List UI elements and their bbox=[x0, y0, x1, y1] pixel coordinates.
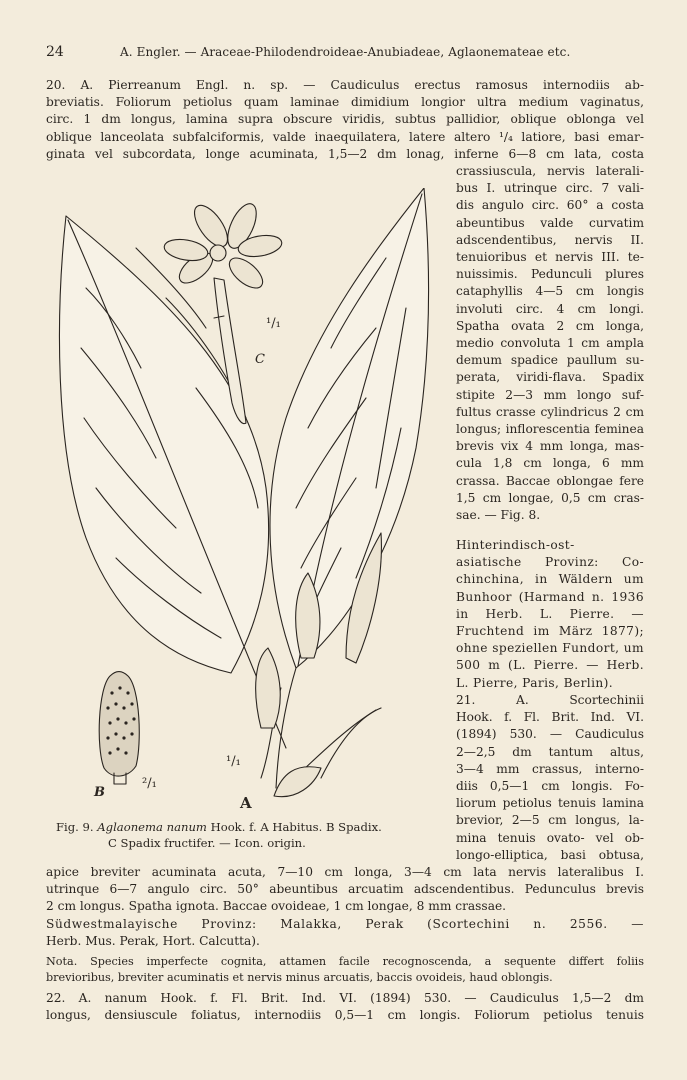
text-line: 2 cm longus. Spatha ignota. Baccae ovoideae, 1 cm longae, 8 mm crassae. bbox=[46, 899, 507, 914]
text-line: ginata vel subcordata, longe acuminata, 1,5—2 dm lonag, inferne 6—8 cm lata, costa bbox=[46, 146, 644, 161]
figure-label-c: C bbox=[255, 352, 265, 367]
text-line: dis angulo circ. 60° a costa bbox=[456, 198, 644, 213]
text-line: medio convoluta 1 cm ampla bbox=[456, 336, 644, 351]
species-20-intro bbox=[46, 77, 644, 163]
running-head: A. Engler. — Araceae-Philodendroideae-Anubiadeae, Aglaonemateae etc. bbox=[120, 45, 571, 59]
text-line: longus; inflorescentia feminea bbox=[456, 422, 644, 437]
text-line: longus, densiuscule foliatus, internodiis 0,5—1 cm longis. Foliorum petiolus tenuis bbox=[46, 1008, 644, 1023]
figure-label-b: B bbox=[94, 785, 105, 800]
text-line: Bunhoor (Harmand n. 1936 bbox=[456, 589, 644, 604]
species-21-note bbox=[46, 954, 644, 986]
caption-line-1 bbox=[56, 819, 450, 835]
text-line: breviatis. Foliorum petiolus quam laminae dimidium longior ultra medium vaginatus, bbox=[46, 95, 644, 110]
text-line: adscendentibus, nervis II. bbox=[456, 232, 644, 247]
text-line: apice breviter acuminata acuta, 7—10 cm longa, 3—4 cm lata nervis lateralibus I. bbox=[46, 865, 644, 879]
text-line: stipite 2—3 mm longo suf- bbox=[456, 387, 644, 402]
text-line: involuti circ. 4 cm longi. bbox=[456, 301, 644, 316]
text-line: 20. A. Pierreanum Engl. n. sp. — Caudiculus erectus ramosus internodiis ab- bbox=[46, 78, 644, 92]
page-number: 24 bbox=[46, 44, 64, 60]
species-21-description bbox=[456, 692, 644, 864]
text-line: brevis vix 4 mm longa, mas- bbox=[456, 439, 644, 454]
text-line: crassa. Baccae oblongae fere bbox=[456, 473, 644, 488]
text-line: tenuioribus et nervis III. te- bbox=[456, 250, 644, 265]
text-line: 22. A. nanum Hook. f. Fl. Brit. Ind. VI. (1894) 530. — Caudiculus 1,5—2 dm bbox=[46, 991, 644, 1005]
text-line: ohne speziellen Fundort, um bbox=[456, 641, 644, 656]
text-line: crassiuscula, nervis laterali- bbox=[456, 164, 644, 178]
text-line: brevior, 2—5 cm longus, la- bbox=[456, 813, 644, 828]
text-line: in Herb. L. Pierre. — bbox=[456, 606, 644, 621]
text-line: Südwestmalayische Provinz: Malakka, Perak (Scortechini n. 2556. — bbox=[46, 916, 644, 931]
text-line: circ. 1 dm longus, lamina supra obscure viridis, subtus pallidior, oblique oblonga vel bbox=[46, 112, 644, 127]
aglaonema-illustration bbox=[46, 188, 450, 820]
figure-scale-a: ¹/₁ bbox=[226, 754, 241, 769]
figure-label-a: A bbox=[240, 794, 252, 812]
text-line: (1894) 530. — Caudiculus bbox=[456, 727, 644, 742]
figure-scale-c: ¹/₁ bbox=[266, 316, 281, 331]
text-line: 500 m (L. Pierre. — Herb. bbox=[456, 658, 644, 673]
text-line: 2—2,5 dm tantum altus, bbox=[456, 744, 644, 759]
text-line: oblique lanceolata subfalciformis, valde inaequilatera, latere altero ¹/₄ latiore, basi emar- bbox=[46, 129, 644, 144]
text-line: fultus crasse cylindricus 2 cm bbox=[456, 404, 644, 419]
figure-scale-b: ²/₁ bbox=[142, 776, 157, 791]
figure-9 bbox=[46, 188, 450, 820]
caption-details: Hook. f. A Habitus. B Spadix. bbox=[210, 820, 382, 834]
text-line: cataphyllis 4—5 cm longis bbox=[456, 284, 644, 299]
text-line: Spatha ovata 2 cm longa, bbox=[456, 318, 644, 333]
text-line: utrinque 6—7 angulo circ. 50° abeuntibus arcuatim adscendentibus. Pedunculus brevis bbox=[46, 882, 644, 897]
text-line: Hook. f. Fl. Brit. Ind. VI. bbox=[456, 710, 644, 725]
text-line: Nota. Species imperfecte cognita, attamen facile recognoscenda, a sequente differt foliis bbox=[46, 955, 644, 968]
caption-species-name: Aglaonema nanum bbox=[97, 820, 207, 834]
text-line: 1,5 cm longae, 0,5 cm cras- bbox=[456, 490, 644, 505]
text-line: liorum petiolus tenuis lamina bbox=[456, 796, 644, 811]
text-line: abeuntibus valde curvatim bbox=[456, 215, 644, 230]
species-22-intro bbox=[46, 990, 644, 1024]
text-line: bus I. utrinque circ. 7 vali- bbox=[456, 181, 644, 196]
species-21-continuation bbox=[46, 864, 644, 950]
text-line: Fruchtend im März 1877); bbox=[456, 624, 644, 639]
text-line: demum spadice paullum su- bbox=[456, 353, 644, 368]
text-line: asiatische Provinz: Co- bbox=[456, 555, 644, 570]
text-line: L. Pierre, Paris, Berlin). bbox=[456, 675, 614, 690]
text-line: 21. A. Scortechinii bbox=[456, 693, 644, 707]
text-line: diis 0,5—1 cm longis. Fo- bbox=[456, 779, 644, 794]
text-line: Hinterindisch-ost- bbox=[456, 538, 575, 552]
text-line: brevioribus, breviter acuminatis et nervis minus arcuatis, baccis ovoideis, haud oblongis. bbox=[46, 971, 553, 984]
text-line: cula 1,8 cm longa, 6 mm bbox=[456, 456, 644, 471]
text-line: perata, viridi-flava. Spadix bbox=[456, 370, 644, 385]
text-line: mina tenuis ovato- vel ob- bbox=[456, 830, 644, 845]
figure-caption bbox=[56, 819, 450, 851]
text-line: Herb. Mus. Perak, Hort. Calcutta). bbox=[46, 933, 260, 948]
caption-fig-number: Fig. 9. bbox=[56, 820, 94, 834]
text-line: nuissimis. Pedunculi plures bbox=[456, 267, 644, 282]
text-line: chinchina, in Wäldern um bbox=[456, 572, 644, 587]
species-20-description bbox=[456, 163, 644, 524]
text-line: 3—4 mm crassus, interno- bbox=[456, 761, 644, 776]
caption-line-2: C Spadix fructifer. — Icon. origin. bbox=[108, 836, 306, 850]
species-20-distribution bbox=[456, 537, 644, 692]
text-line: sae. — Fig. 8. bbox=[456, 508, 541, 523]
text-line: longo-elliptica, basi obtusa, bbox=[456, 847, 644, 862]
